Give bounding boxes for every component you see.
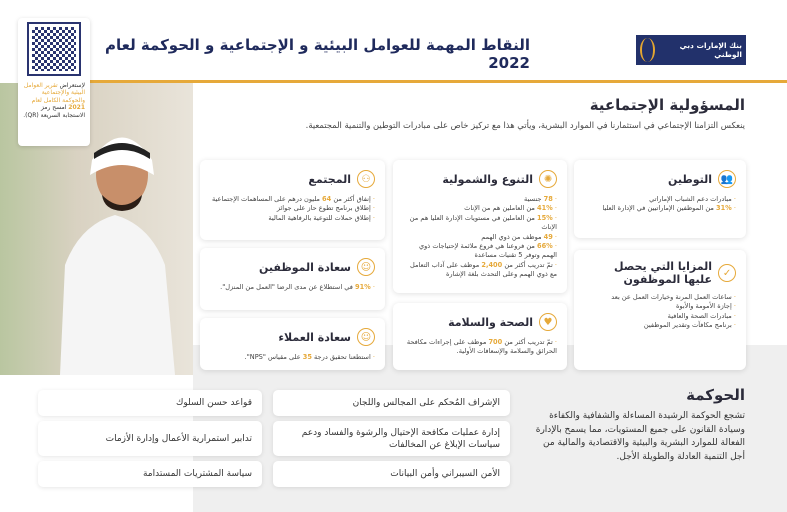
item-text: مبادرات الصحة والعافية: [667, 311, 732, 320]
list-item: [584, 302, 736, 311]
governance-item: قواعد حسن السلوك: [38, 390, 262, 416]
item-number: 700: [488, 338, 503, 346]
card-health: [393, 303, 567, 370]
card-title-text: المجتمع: [308, 172, 351, 186]
card-list: [403, 195, 557, 280]
list-item: [210, 214, 375, 223]
list-item: [584, 204, 736, 213]
list-item: [403, 195, 557, 204]
card-title-text: التوطين: [667, 172, 712, 186]
list-item: [584, 195, 736, 204]
item-number: 78: [543, 195, 553, 203]
card-list: [210, 353, 375, 362]
item-number: 31%: [716, 204, 732, 213]
card-emiratisation: [574, 160, 746, 238]
list-item: [403, 261, 557, 280]
governance-heading: الحوكمة: [686, 386, 745, 404]
list-item: [210, 283, 375, 292]
item-text: استطعنا تحقيق درجة: [311, 353, 371, 361]
bank-logo: [636, 35, 746, 65]
governance-item: الإشراف المُحكم على المجالس واللجان: [273, 390, 510, 416]
item-text: من العاملين هم من الإناث: [464, 204, 537, 213]
checkmark-icon: ✓: [718, 264, 736, 282]
list-item: [403, 204, 557, 213]
item-text: تمّ تدريب أكثر من: [502, 260, 553, 269]
item-number: 66%: [537, 242, 553, 251]
item-text: إطلاق برنامج تطوع حاز على جوائز: [276, 204, 371, 213]
list-item: [210, 195, 375, 204]
item-text: في استطلاع عن مدى الرضا "العمل من المنزل".: [220, 283, 355, 291]
governance-item: تدابير استمرارية الأعمال وإدارة الأزمات: [38, 421, 262, 456]
qr-caption-c: امسح رمز الاستجابة السريعة (QR).: [23, 104, 85, 119]
employee-icon: ☺: [357, 258, 375, 276]
item-text: تمّ تدريب أكثر من: [502, 338, 553, 346]
card-title: [403, 313, 557, 331]
item-number: 64: [322, 195, 332, 203]
item-text: إنفاق أكثر من: [331, 195, 371, 203]
card-benefits: [574, 250, 746, 370]
qr-caption: [23, 82, 85, 119]
card-title: [584, 170, 736, 188]
qr-caption-b: تقرير العوامل البيئية والإجتماعية والحوكمة الكامل لعام: [23, 82, 85, 104]
qr-panel: [18, 18, 90, 146]
card-diversity: [393, 160, 567, 293]
item-text: إطلاق حملات للتوعية بالرفاهية المالية: [268, 213, 371, 222]
card-list: [210, 283, 375, 292]
item-number: 2,400: [481, 260, 503, 269]
card-title-text: سعادة العملاء: [278, 330, 351, 344]
item-text: موظف من ذوي الهمم: [481, 232, 544, 241]
list-item: [403, 338, 557, 357]
card-list: [584, 293, 736, 331]
card-community: [200, 160, 385, 240]
qr-year: 2021: [68, 104, 85, 112]
card-title-text: سعادة الموظفين: [259, 260, 351, 274]
item-text: برنامج مكافآت وتقدير الموظفين: [643, 321, 732, 330]
card-list: [210, 195, 375, 223]
list-item: [403, 242, 557, 261]
list-item: [584, 293, 736, 302]
item-text: مبادرات دعم الشباب الإماراتي: [649, 195, 732, 203]
item-text: على مقياس "NPS".: [244, 353, 303, 361]
card-customer-happiness: [200, 318, 385, 370]
card-title: [210, 170, 375, 188]
list-item: [584, 321, 736, 330]
list-item: [210, 353, 375, 362]
item-text: إجازة الأمومة والأبوة: [675, 302, 732, 311]
item-number: 35: [302, 353, 312, 361]
community-icon: ⚇: [357, 170, 375, 188]
item-text: من فروعنا هي فروع ملائمة لإحتياجات ذوي الهمم وتوفر 5 تقنيات مساعدة: [418, 242, 557, 260]
item-number: 91%: [355, 283, 371, 291]
card-title-text: التنوع والشمولية: [442, 172, 533, 186]
card-title-text: المزايا التي يحصل عليها الموظفون: [613, 260, 712, 286]
qr-caption-a: لإستعراض: [57, 82, 85, 89]
qr-code[interactable]: [29, 24, 79, 74]
list-item: [403, 233, 557, 242]
list-item: [210, 204, 375, 213]
social-heading: المسؤولية الإجتماعية: [589, 96, 745, 114]
item-text: من الموظفين الإماراتيين في الإدارة العليا: [602, 204, 716, 213]
card-title: [584, 260, 736, 286]
logo-mark-icon: [640, 38, 655, 62]
governance-item: سياسة المشتريات المستدامة: [38, 461, 262, 487]
item-text: ساعات العمل المرنة وخيارات العمل عن بعد: [611, 293, 732, 301]
people-badge-icon: 👥: [718, 170, 736, 188]
list-item: [403, 214, 557, 233]
item-text: مليون درهم على المساهمات الإجتماعية: [212, 195, 323, 203]
diversity-icon: ✺: [539, 170, 557, 188]
customer-icon: ☺: [357, 328, 375, 346]
social-description: ينعكس التزامنا الإجتماعي في استثمارنا في الموارد البشرية، ويأتي هذا مع تركيز خاص على مبادرات التوطين والتنمية المجتمعية.: [305, 120, 745, 130]
governance-item: الأمن السيبراني وأمن البيانات: [273, 461, 510, 487]
item-text: موظف على إجراءات مكافحة الحرائق والسلامة والإسعافات الأولية.: [406, 338, 557, 356]
page-title: النقاط المهمة للعوامل البيئية و الإجتماعية و الحوكمة لعام 2022: [104, 36, 530, 72]
logo-text: بنك الإمارات دبي الوطني: [679, 41, 742, 59]
card-title-text: الصحة والسلامة: [448, 315, 533, 329]
heart-hands-icon: ♥: [539, 313, 557, 331]
list-item: [584, 312, 736, 321]
man-photo: [50, 115, 180, 375]
item-number: 15%: [537, 213, 553, 222]
card-list: [403, 338, 557, 357]
item-text: موظف على آداب التعامل مع ذوي الهمم وعلى التحدث بلغة الإشارة: [410, 260, 557, 279]
item-number: 49: [543, 232, 553, 241]
item-text: من العاملين في مستويات الإدارة العليا هم من الإناث: [409, 213, 557, 232]
card-employee-happiness: [200, 248, 385, 310]
card-list: [584, 195, 736, 214]
card-title: [403, 170, 557, 188]
item-number: 41%: [537, 204, 553, 213]
card-title: [210, 258, 375, 276]
item-text: جنسية: [524, 195, 544, 203]
governance-item: إدارة عمليات مكافحة الإحتيال والرشوة والفساد ودعم سياسات الإبلاغ عن المخالفات: [273, 421, 510, 456]
divider: [90, 80, 787, 83]
card-title: [210, 328, 375, 346]
governance-description: تشجع الحوكمة الرشيدة المساءلة والشفافية والكفاءة وسيادة القانون على جميع المستويات، مما يسمح بالإدارة الفعالة للموارد البشرية والبيئية والاقتصادية والمالية من أجل التنمية العادلة والطويلة الأجل.: [535, 411, 745, 462]
